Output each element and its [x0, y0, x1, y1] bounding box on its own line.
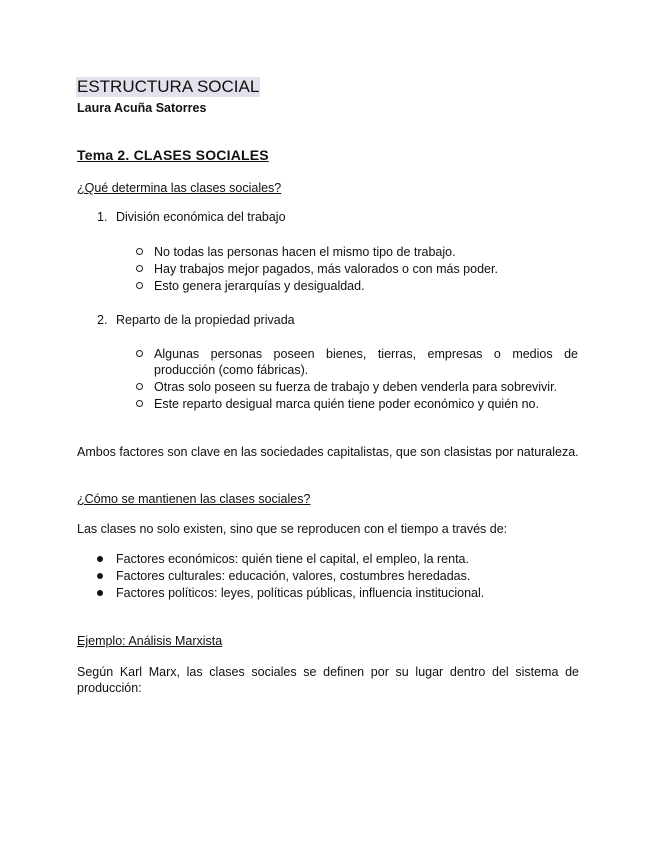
conclusion-paragraph: Ambos factores son clave en las sociedades capitalistas, que son clasistas por naturaleza.	[77, 445, 579, 459]
bullet-icon	[97, 573, 103, 579]
list-item-label: División económica del trabajo	[116, 210, 286, 224]
circle-bullet-icon	[136, 383, 143, 390]
bullet-item: Factores políticos: leyes, políticas públicas, influencia institucional.	[116, 586, 485, 600]
sub-list-item: Esto genera jerarquías y desigualdad.	[154, 279, 365, 293]
intro-paragraph: Las clases no solo existen, sino que se reproducen con el tiempo a través de:	[77, 522, 508, 536]
circle-bullet-icon	[136, 265, 143, 272]
list-number: 1.	[97, 210, 108, 224]
bullet-icon	[97, 590, 103, 596]
list-number: 2.	[97, 313, 108, 327]
example-heading: Ejemplo: Análisis Marxista	[77, 634, 223, 648]
sub-list-item: No todas las personas hacen el mismo tipo de trabajo.	[154, 245, 456, 259]
circle-bullet-icon	[136, 350, 143, 357]
bullet-item: Factores culturales: educación, valores, costumbres heredadas.	[116, 569, 471, 583]
circle-bullet-icon	[136, 248, 143, 255]
section-heading: Tema 2. CLASES SOCIALES	[77, 147, 269, 163]
example-paragraph: Según Karl Marx, las clases sociales se definen por su lugar dentro del sistema de producción:	[77, 665, 579, 695]
sub-list-item: Algunas personas poseen bienes, tierras, empresas o medios de producción (como fábricas).	[154, 347, 578, 377]
bullet-item: Factores económicos: quién tiene el capital, el empleo, la renta.	[116, 552, 469, 566]
circle-bullet-icon	[136, 400, 143, 407]
question-heading-1: ¿Qué determina las clases sociales?	[77, 181, 282, 195]
sub-list-item: Otras solo poseen su fuerza de trabajo y deben venderla para sobrevivir.	[154, 380, 558, 394]
circle-bullet-icon	[136, 282, 143, 289]
question-heading-2: ¿Cómo se mantienen las clases sociales?	[77, 492, 311, 506]
bullet-icon	[97, 556, 103, 562]
author-name: Laura Acuña Satorres	[77, 101, 207, 115]
sub-list-item: Hay trabajos mejor pagados, más valorados o con más poder.	[154, 262, 498, 276]
document-title: ESTRUCTURA SOCIAL	[77, 77, 260, 96]
sub-list-item: Este reparto desigual marca quién tiene poder económico y quién no.	[154, 397, 539, 411]
list-item-label: Reparto de la propiedad privada	[116, 313, 295, 327]
